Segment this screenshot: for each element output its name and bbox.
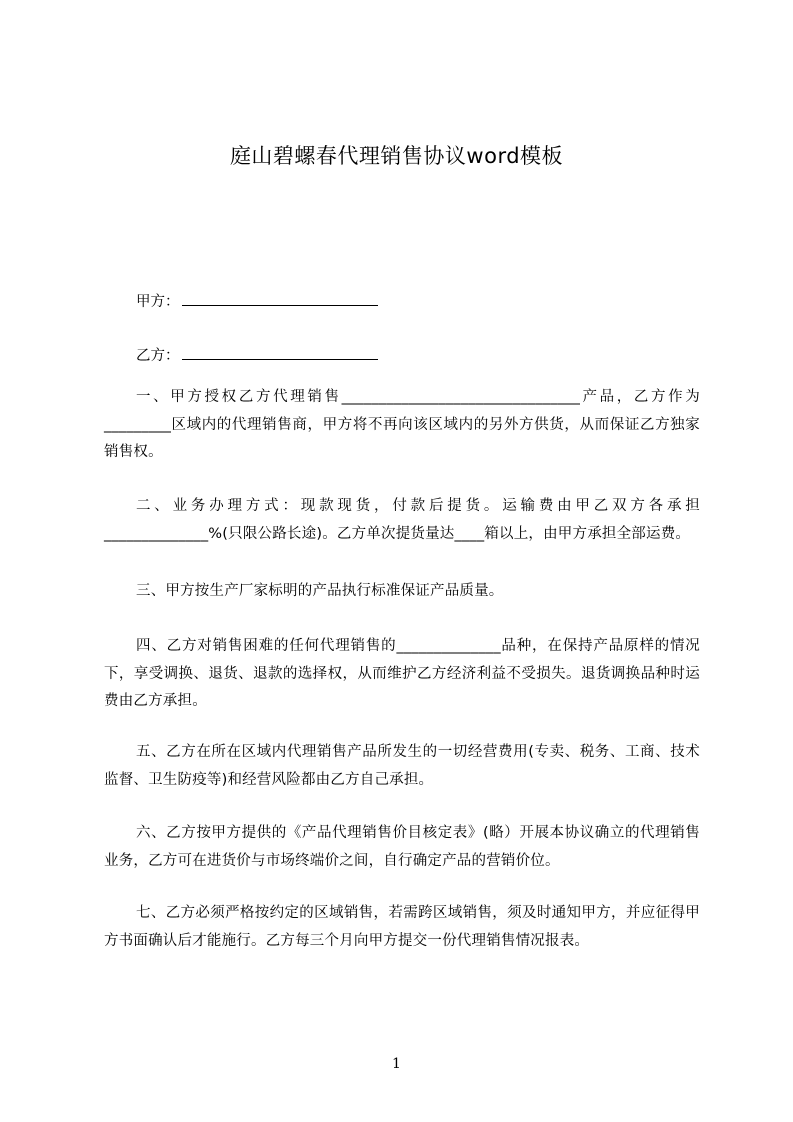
party-a-blank <box>182 291 378 306</box>
party-a-line <box>136 291 378 312</box>
party-b-blank <box>182 345 378 360</box>
clause-5: 五、乙方在所在区域内代理销售产品所发生的一切经营费用(专卖、税务、工商、技术监督、卫生防疫等)和经营风险都由乙方自己承担。 <box>104 744 700 788</box>
clause-7: 七、乙方必须严格按约定的区域销售，若需跨区域销售，须及时通知甲方，并应征得甲方书面确认后才能施行。乙方每三个月向甲方提交一份代理销售情况报表。 <box>104 905 700 949</box>
clause-1: 一、甲方授权乙方代理销售________________________________产品，乙方作为_________区域内的代理销售商，甲方将不再向该区域内的另外方供货，从而保证乙方独家销售权。 <box>104 389 700 460</box>
document-title: 庭山碧螺春代理销售协议word模板 <box>229 144 564 168</box>
party-b-label: 乙方： <box>136 348 180 364</box>
party-a-label: 甲方： <box>136 294 180 310</box>
party-b-line <box>136 345 378 366</box>
clause-3: 三、甲方按生产厂家标明的产品执行标准保证产品质量。 <box>136 583 504 599</box>
clause-6: 六、乙方按甲方提供的《产品代理销售价目核定表》(略）开展本协议确立的代理销售业务，乙方可在进货价与市场终端价之间，自行确定产品的营销价位。 <box>104 825 700 869</box>
clause-2: 二、业务办理方式：现款现货，付款后提货。运输费由甲乙双方各承担______________%(只限公路长途)。乙方单次提货量达____箱以上，由甲方承担全部运费。 <box>104 498 700 542</box>
clause-4: 四、乙方对销售困难的任何代理销售的______________品种，在保持产品原样的情况下，享受调换、退货、退款的选择权，从而维护乙方经济利益不受损失。退货调换品种时运费由乙方承担。 <box>104 638 700 709</box>
page-number: 1 <box>392 1056 401 1072</box>
